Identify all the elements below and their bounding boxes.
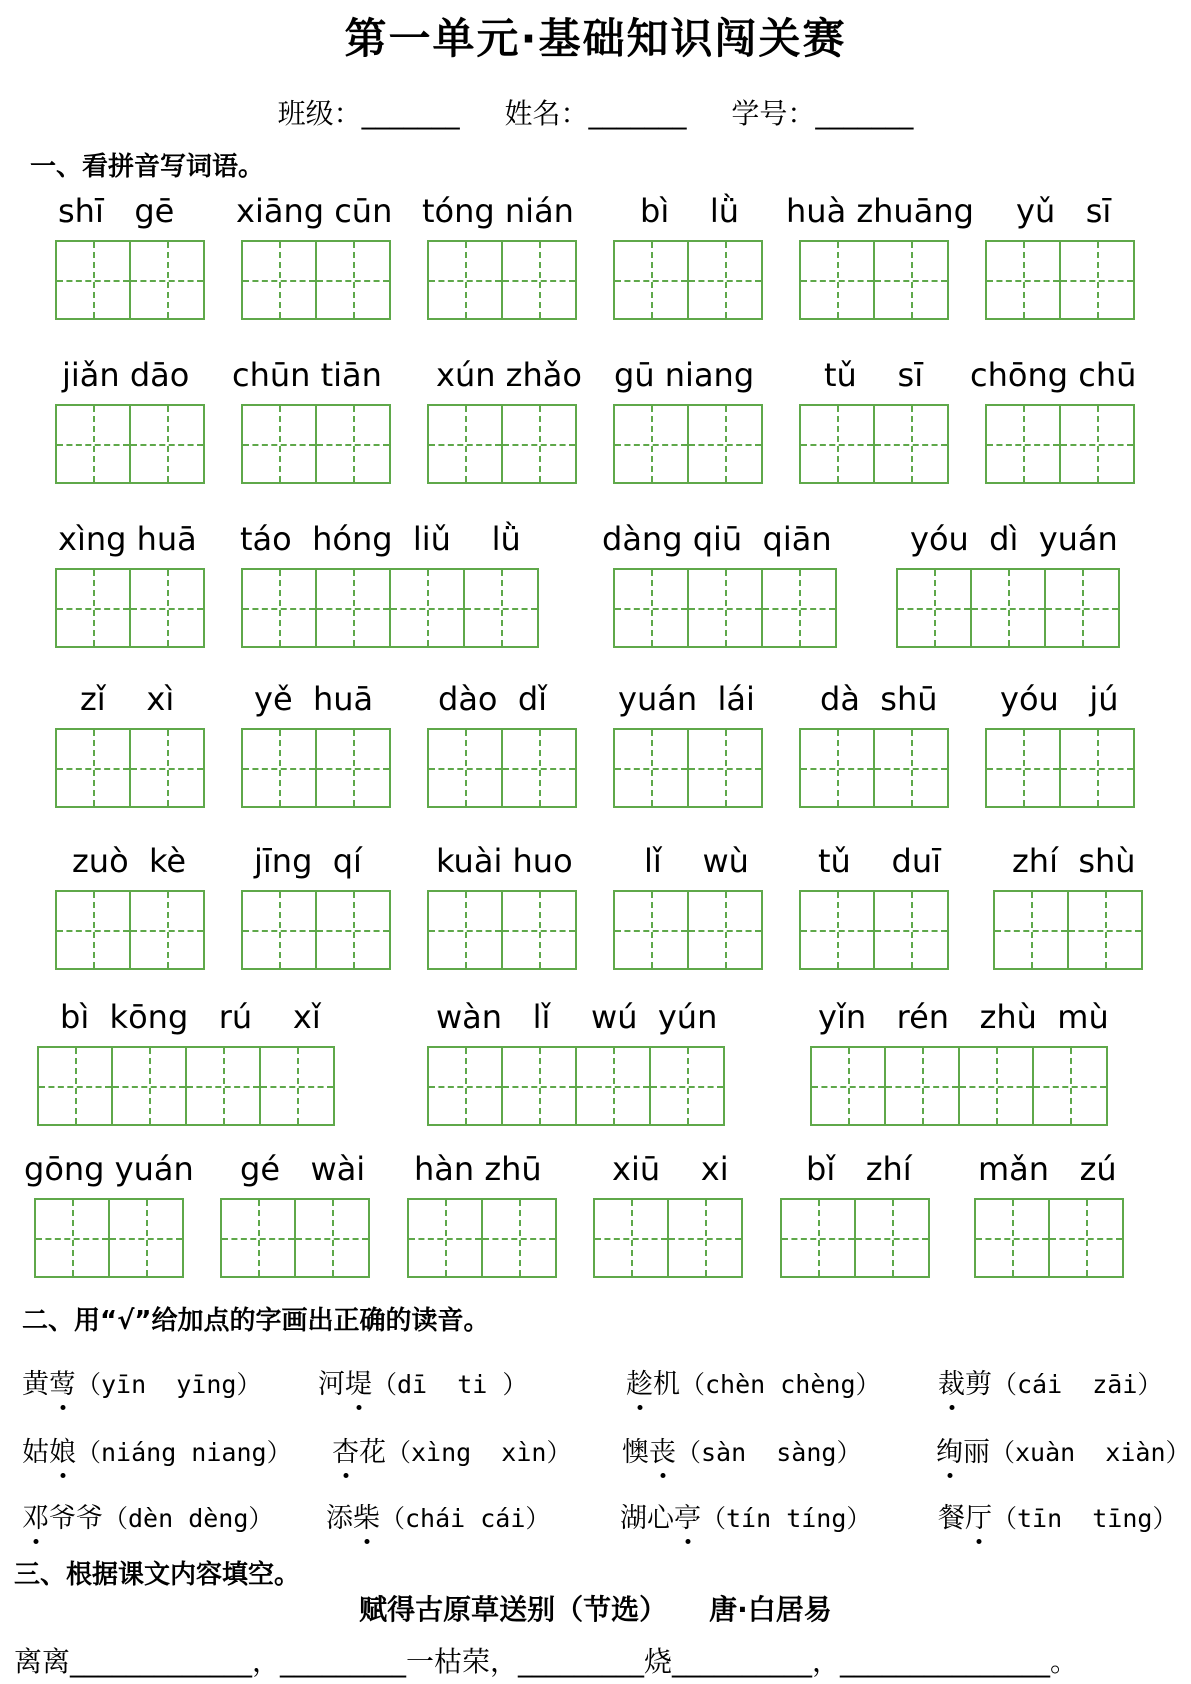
- reading-choice-item[interactable]: [936, 1430, 1191, 1469]
- section-2-heading: 二、用“√”给加点的字画出正确的读音。: [22, 1306, 490, 1336]
- character-cell[interactable]: [108, 1198, 184, 1278]
- word-part: 机: [653, 1369, 680, 1400]
- reading-choice-item[interactable]: [22, 1496, 273, 1535]
- pinyin-options[interactable]: （niáng niang）: [76, 1438, 292, 1467]
- character-cell[interactable]: [687, 568, 763, 648]
- name-field[interactable]: 姓名：_______: [504, 97, 687, 130]
- reading-choice-item[interactable]: [22, 1430, 292, 1469]
- reading-choice-item[interactable]: [318, 1362, 527, 1401]
- pinyin-label: wàn lǐ wú yún: [436, 998, 718, 1036]
- writing-grid: [985, 404, 1133, 484]
- character-cell[interactable]: [613, 240, 689, 320]
- character-cell[interactable]: [315, 728, 391, 808]
- pinyin-label: kuài huo: [436, 842, 573, 880]
- dotted-character: 邓: [22, 1503, 49, 1534]
- character-cell[interactable]: [501, 1046, 577, 1126]
- character-cell[interactable]: [873, 404, 949, 484]
- pinyin-label: táo hóng liǔ lǜ: [240, 520, 521, 558]
- pinyin-label: dàng qiū qiān: [602, 520, 832, 558]
- word-part: 爷爷: [49, 1503, 103, 1534]
- pinyin-label: jīng qí: [254, 842, 362, 880]
- pinyin-label: mǎn zú: [978, 1150, 1117, 1188]
- character-cell[interactable]: [873, 890, 949, 970]
- writing-grid: [985, 728, 1133, 808]
- pinyin-options[interactable]: （xuàn xiàn）: [990, 1438, 1191, 1467]
- character-cell[interactable]: [129, 404, 205, 484]
- character-cell[interactable]: [294, 1198, 370, 1278]
- pinyin-label: yóu jú: [1000, 680, 1119, 718]
- pinyin-label: yuán lái: [618, 680, 755, 718]
- reading-choice-item[interactable]: [622, 1430, 861, 1469]
- word-part: 添: [326, 1503, 353, 1534]
- writing-grid: [993, 890, 1141, 970]
- pinyin-label: gū niang: [614, 356, 755, 394]
- dotted-character: 莺: [49, 1369, 76, 1400]
- student-id-field[interactable]: 学号：_______: [731, 97, 914, 130]
- character-cell[interactable]: [613, 404, 689, 484]
- writing-grid: [241, 404, 389, 484]
- pinyin-label: gōng yuán: [24, 1150, 194, 1188]
- writing-grid: [974, 1198, 1122, 1278]
- character-cell[interactable]: [799, 404, 875, 484]
- pinyin-options[interactable]: （dī ti ）: [372, 1370, 528, 1399]
- character-cell[interactable]: [687, 240, 763, 320]
- writing-grid: [799, 240, 947, 320]
- character-cell[interactable]: [1067, 890, 1143, 970]
- reading-choice-item[interactable]: [626, 1362, 881, 1401]
- reading-choice-item[interactable]: [22, 1362, 261, 1401]
- character-cell[interactable]: [427, 1046, 503, 1126]
- dotted-character: 娘: [49, 1437, 76, 1468]
- character-cell[interactable]: [613, 568, 689, 648]
- character-cell[interactable]: [427, 404, 503, 484]
- writing-grid: [427, 404, 575, 484]
- character-cell[interactable]: [810, 1046, 886, 1126]
- pinyin-label: yě huā: [254, 680, 374, 718]
- pinyin-label: zhí shù: [1012, 842, 1136, 880]
- character-cell[interactable]: [407, 1198, 483, 1278]
- character-cell[interactable]: [241, 890, 317, 970]
- writing-grid: [407, 1198, 555, 1278]
- word-part: 河: [318, 1369, 345, 1400]
- character-cell[interactable]: [985, 728, 1061, 808]
- character-cell[interactable]: [463, 568, 539, 648]
- pinyin-label: yóu dì yuán: [910, 520, 1118, 558]
- character-cell[interactable]: [129, 568, 205, 648]
- dotted-character: 裁: [938, 1369, 965, 1400]
- writing-grid: [613, 240, 761, 320]
- dotted-character: 亭: [674, 1503, 701, 1534]
- writing-grid: [55, 890, 203, 970]
- word-part: 懊: [622, 1437, 649, 1468]
- character-cell[interactable]: [799, 890, 875, 970]
- character-cell[interactable]: [993, 890, 1069, 970]
- character-cell[interactable]: [985, 404, 1061, 484]
- poem-title: 赋得古原草送别（节选） 唐·白居易: [359, 1593, 832, 1626]
- character-cell[interactable]: [129, 240, 205, 320]
- pinyin-options[interactable]: （cái zāi）: [992, 1370, 1163, 1399]
- word-part: 花: [359, 1437, 386, 1468]
- character-cell[interactable]: [55, 728, 131, 808]
- character-cell[interactable]: [389, 568, 465, 648]
- student-info: [0, 92, 1191, 132]
- character-cell[interactable]: [873, 240, 949, 320]
- character-cell[interactable]: [970, 568, 1046, 648]
- character-cell[interactable]: [761, 568, 837, 648]
- character-cell[interactable]: [315, 404, 391, 484]
- character-cell[interactable]: [34, 1198, 110, 1278]
- character-cell[interactable]: [129, 890, 205, 970]
- character-cell[interactable]: [985, 240, 1061, 320]
- pinyin-label: zǐ xì: [80, 680, 175, 718]
- character-cell[interactable]: [185, 1046, 261, 1126]
- character-cell[interactable]: [613, 728, 689, 808]
- character-cell[interactable]: [55, 404, 131, 484]
- pinyin-options[interactable]: （dèn dèng）: [103, 1504, 274, 1533]
- character-cell[interactable]: [854, 1198, 930, 1278]
- pinyin-label: xiāng cūn: [236, 192, 393, 230]
- character-cell[interactable]: [667, 1198, 743, 1278]
- pinyin-label: jiǎn dāo: [62, 356, 190, 394]
- reading-choice-item[interactable]: [326, 1496, 550, 1535]
- pinyin-options[interactable]: （xìng xìn）: [386, 1438, 572, 1467]
- character-cell[interactable]: [575, 1046, 651, 1126]
- writing-grid: [241, 728, 389, 808]
- dotted-character: 绚: [936, 1437, 963, 1468]
- writing-grid: [241, 240, 389, 320]
- character-cell[interactable]: [501, 728, 577, 808]
- character-cell[interactable]: [259, 1046, 335, 1126]
- writing-grid: [427, 240, 575, 320]
- character-cell[interactable]: [315, 568, 391, 648]
- character-cell[interactable]: [501, 404, 577, 484]
- character-cell[interactable]: [687, 728, 763, 808]
- pinyin-label: yǐn rén zhù mù: [818, 998, 1109, 1036]
- pinyin-label: bì kōng rú xǐ: [60, 998, 321, 1036]
- character-cell[interactable]: [1048, 1198, 1124, 1278]
- reading-choice-item[interactable]: [620, 1496, 871, 1535]
- character-cell[interactable]: [873, 728, 949, 808]
- writing-grid: [613, 404, 761, 484]
- writing-grid: [427, 890, 575, 970]
- word-part: 丽: [963, 1437, 990, 1468]
- pinyin-label: gé wài: [240, 1150, 366, 1188]
- word-part: 姑: [22, 1437, 49, 1468]
- writing-grid: [55, 404, 203, 484]
- dotted-character: 杏: [332, 1437, 359, 1468]
- pinyin-label: tǔ sī: [824, 356, 924, 394]
- character-cell[interactable]: [241, 240, 317, 320]
- section-3-heading: 三、根据课文内容填空。: [14, 1560, 301, 1590]
- pinyin-label: tóng nián: [422, 192, 574, 230]
- character-cell[interactable]: [1059, 404, 1135, 484]
- writing-grid: [220, 1198, 368, 1278]
- character-cell[interactable]: [1059, 240, 1135, 320]
- character-cell[interactable]: [1059, 728, 1135, 808]
- writing-grid: [241, 890, 389, 970]
- character-cell[interactable]: [896, 568, 972, 648]
- pinyin-label: xìng huā: [58, 520, 197, 558]
- character-cell[interactable]: [613, 890, 689, 970]
- character-cell[interactable]: [241, 728, 317, 808]
- character-cell[interactable]: [315, 240, 391, 320]
- character-cell[interactable]: [501, 240, 577, 320]
- reading-choice-item[interactable]: [332, 1430, 571, 1469]
- character-cell[interactable]: [241, 404, 317, 484]
- writing-grid: [780, 1198, 928, 1278]
- dotted-character: 丧: [649, 1437, 676, 1468]
- character-cell[interactable]: [315, 890, 391, 970]
- writing-grid: [34, 1198, 182, 1278]
- character-cell[interactable]: [1032, 1046, 1108, 1126]
- writing-grid: [55, 240, 203, 320]
- writing-grid: [799, 890, 947, 970]
- character-cell[interactable]: [687, 890, 763, 970]
- character-cell[interactable]: [649, 1046, 725, 1126]
- writing-grid: [427, 1046, 723, 1126]
- writing-grid: [613, 728, 761, 808]
- character-cell[interactable]: [799, 240, 875, 320]
- writing-grid: [55, 728, 203, 808]
- character-cell[interactable]: [884, 1046, 960, 1126]
- dotted-character: 柴: [353, 1503, 380, 1534]
- pinyin-label: dào dǐ: [438, 680, 548, 718]
- pinyin-label: hàn zhū: [414, 1150, 542, 1188]
- pinyin-label: yǔ sī: [1016, 192, 1112, 230]
- character-cell[interactable]: [241, 568, 317, 648]
- writing-grid: [55, 568, 203, 648]
- pinyin-options[interactable]: （chái cái）: [380, 1504, 551, 1533]
- character-cell[interactable]: [593, 1198, 669, 1278]
- character-cell[interactable]: [501, 890, 577, 970]
- pinyin-label: bì lǜ: [640, 192, 740, 230]
- pinyin-label: chōng chū: [970, 356, 1137, 394]
- word-part: 剪: [965, 1369, 992, 1400]
- writing-grid: [613, 568, 835, 648]
- character-cell[interactable]: [111, 1046, 187, 1126]
- dotted-character: 堤: [345, 1369, 372, 1400]
- character-cell[interactable]: [55, 568, 131, 648]
- section-1-heading: 一、看拼音写词语。: [30, 152, 265, 182]
- character-cell[interactable]: [799, 728, 875, 808]
- character-cell[interactable]: [780, 1198, 856, 1278]
- writing-grid: [896, 568, 1118, 648]
- page-title: 第一单元·基础知识闯关赛: [344, 14, 847, 63]
- pinyin-label: huà zhuāng: [786, 192, 974, 230]
- character-cell[interactable]: [37, 1046, 113, 1126]
- poem-fill-line[interactable]: 离离_____________，_________一枯荣，_________烧__________，_______________。: [14, 1645, 1079, 1678]
- reading-choice-item[interactable]: [938, 1496, 1177, 1535]
- pinyin-label: xún zhǎo: [436, 356, 582, 394]
- pinyin-label: zuò kè: [72, 842, 187, 880]
- class-field[interactable]: 班级：_______: [277, 97, 460, 130]
- pinyin-options[interactable]: （chèn chèng）: [680, 1370, 881, 1399]
- word-part: 湖心: [620, 1503, 674, 1534]
- writing-grid: [985, 240, 1133, 320]
- writing-grid: [810, 1046, 1106, 1126]
- dotted-character: 厅: [965, 1503, 992, 1534]
- writing-grid: [613, 890, 761, 970]
- pinyin-options[interactable]: （yīn yīng）: [76, 1370, 262, 1399]
- writing-grid: [37, 1046, 333, 1126]
- character-cell[interactable]: [974, 1198, 1050, 1278]
- dotted-character: 趁: [626, 1369, 653, 1400]
- character-cell[interactable]: [1044, 568, 1120, 648]
- pinyin-label: chūn tiān: [232, 356, 382, 394]
- character-cell[interactable]: [55, 890, 131, 970]
- pinyin-label: shī gē: [58, 192, 175, 230]
- character-cell[interactable]: [55, 240, 131, 320]
- character-cell[interactable]: [481, 1198, 557, 1278]
- character-cell[interactable]: [687, 404, 763, 484]
- pinyin-label: xiū xi: [612, 1150, 729, 1188]
- character-cell[interactable]: [427, 890, 503, 970]
- character-cell[interactable]: [220, 1198, 296, 1278]
- pinyin-label: tǔ duī: [818, 842, 941, 880]
- writing-grid: [799, 728, 947, 808]
- writing-grid: [241, 568, 537, 648]
- pinyin-options[interactable]: （sàn sàng）: [676, 1438, 862, 1467]
- pinyin-label: dà shū: [820, 680, 938, 718]
- writing-grid: [593, 1198, 741, 1278]
- character-cell[interactable]: [129, 728, 205, 808]
- writing-grid: [799, 404, 947, 484]
- word-part: 餐: [938, 1503, 965, 1534]
- pinyin-label: lǐ wù: [644, 842, 749, 880]
- character-cell[interactable]: [427, 240, 503, 320]
- reading-choice-item[interactable]: [938, 1362, 1162, 1401]
- writing-grid: [427, 728, 575, 808]
- character-cell[interactable]: [427, 728, 503, 808]
- pinyin-options[interactable]: （tīn tīng）: [992, 1504, 1178, 1533]
- character-cell[interactable]: [958, 1046, 1034, 1126]
- word-part: 黄: [22, 1369, 49, 1400]
- pinyin-label: bǐ zhí: [806, 1150, 912, 1188]
- pinyin-options[interactable]: （tín tíng）: [701, 1504, 872, 1533]
